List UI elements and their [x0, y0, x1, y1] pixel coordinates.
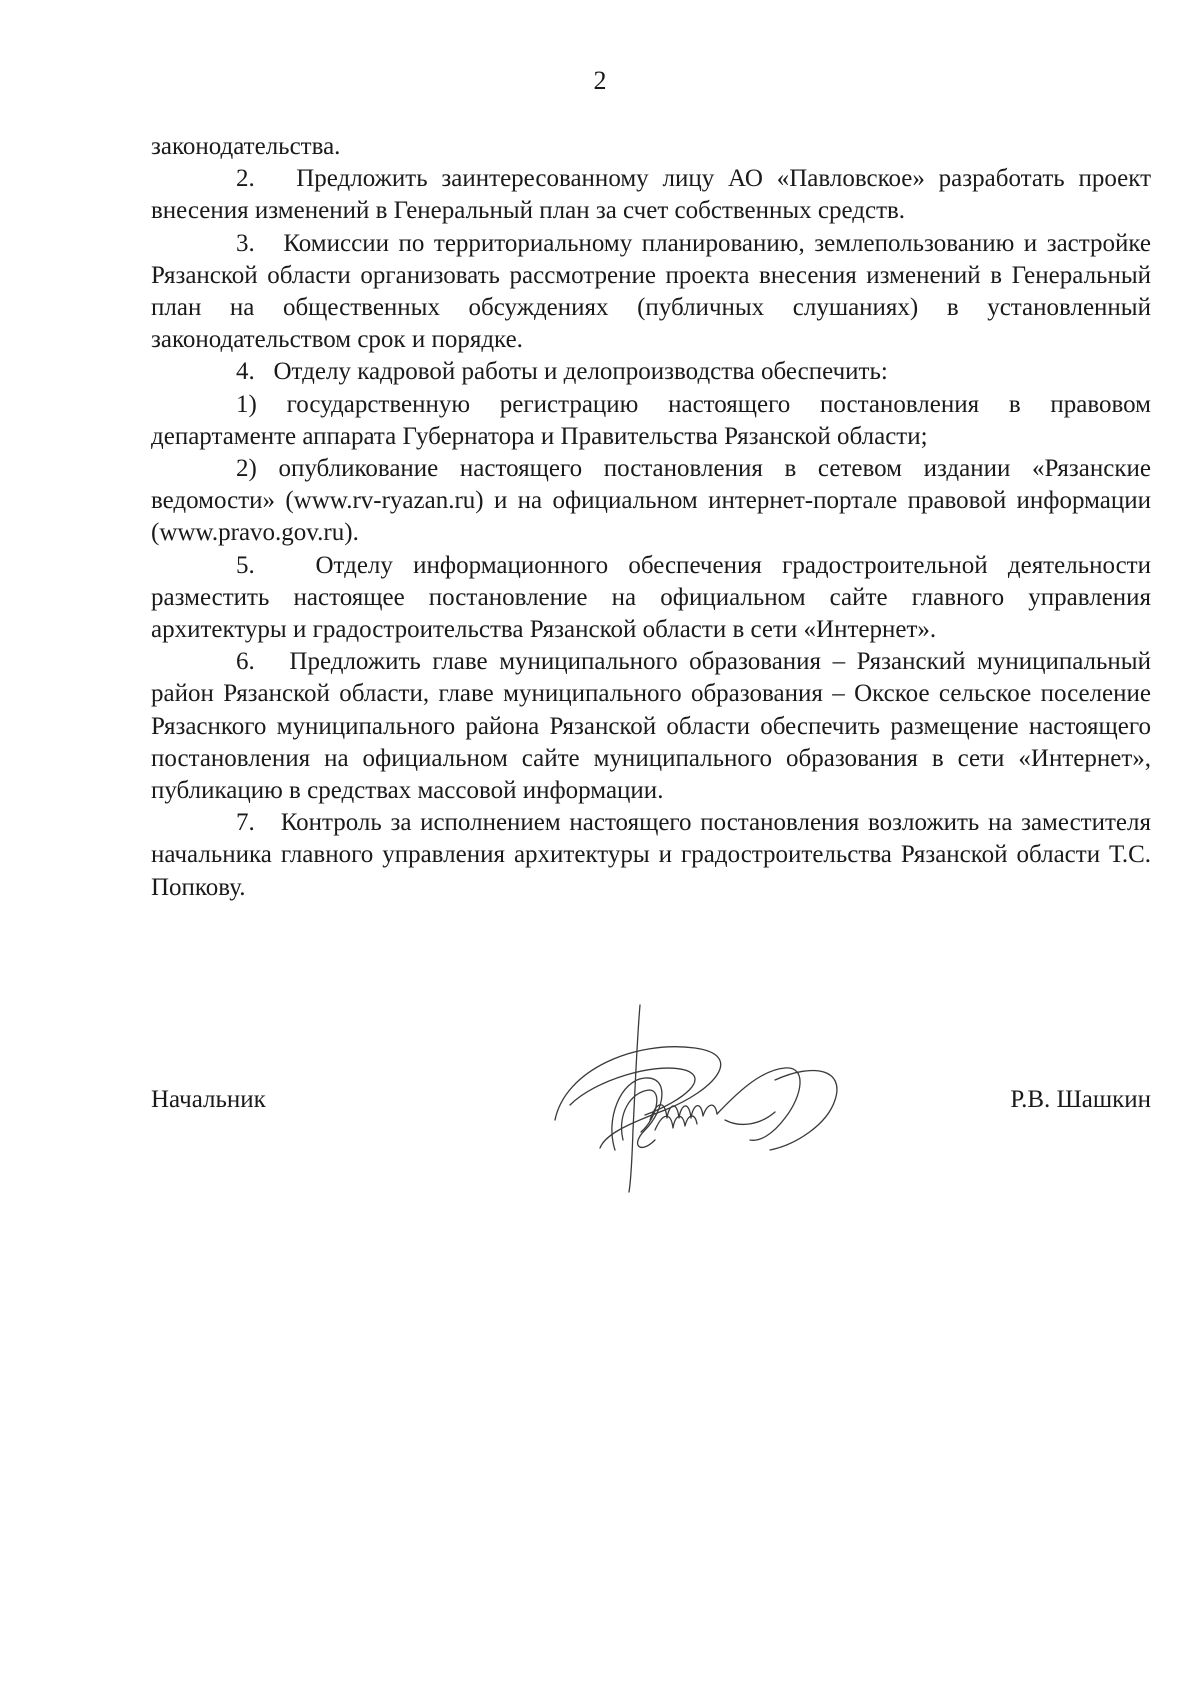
- paragraph-item-2: 2. Предложить заинтересованному лицу АО «Павловское» разработать проект внесения изменений в Генеральный план за счет собственных средств.: [151, 165, 1151, 225]
- paragraph-item-7: 7. Контроль за исполнением настоящего постановления возложить на заместителя начальника главного управления архитектуры и градостроительства Рязанской области Т.С. Попкову.: [151, 809, 1151, 901]
- page-number: 2: [593, 66, 607, 95]
- paragraph-continuation: законодательства.: [151, 133, 341, 160]
- paragraph-item-3: 3. Комиссии по территориальному планированию, землепользованию и застройке Рязанской области организовать рассмотрение проекта внесения изменений в Генеральный план на общественных обсуждениях (публичных слушаниях) в установленный законодательством срок и порядке.: [151, 229, 1151, 354]
- paragraph-item-4-1: 1) государственную регистрацию настоящего постановления в правовом департаменте аппарата Губернатора и Правительства Рязанской области;: [151, 390, 1151, 450]
- paragraph-item-6: 6. Предложить главе муниципального образования – Рязанский муниципальный район Рязанской области, главе муниципального образования – Окское сельское поселение Рязаснкого муниципального района Рязанской области обеспечить размещение настоящего постановления на официальном сайте муниципального образования в сети «Интернет», публикацию в средствах массовой информации.: [151, 648, 1151, 805]
- paragraph-item-4: 4. Отделу кадровой работы и делопроизводства обеспечить:: [236, 358, 888, 386]
- handwritten-signature: [545, 1000, 895, 1195]
- document-body: [151, 131, 1151, 904]
- signer-name: Р.В. Шашкин: [1010, 1086, 1151, 1113]
- paragraph-item-4-2: 2) опубликование настоящего постановления в сетевом издании «Рязанские ведомости» (www.rv-ryazan.ru) и на официальном интернет-портале правовой информации (www.pravo.gov.ru).: [151, 455, 1151, 547]
- signer-title: Начальник: [151, 1086, 266, 1113]
- paragraph-item-5: 5. Отделу информационного обеспечения градостроительной деятельности разместить настоящее постановление на официальном сайте главного управления архитектуры и градостроительства Рязанской области в сети «Интернет».: [151, 551, 1151, 644]
